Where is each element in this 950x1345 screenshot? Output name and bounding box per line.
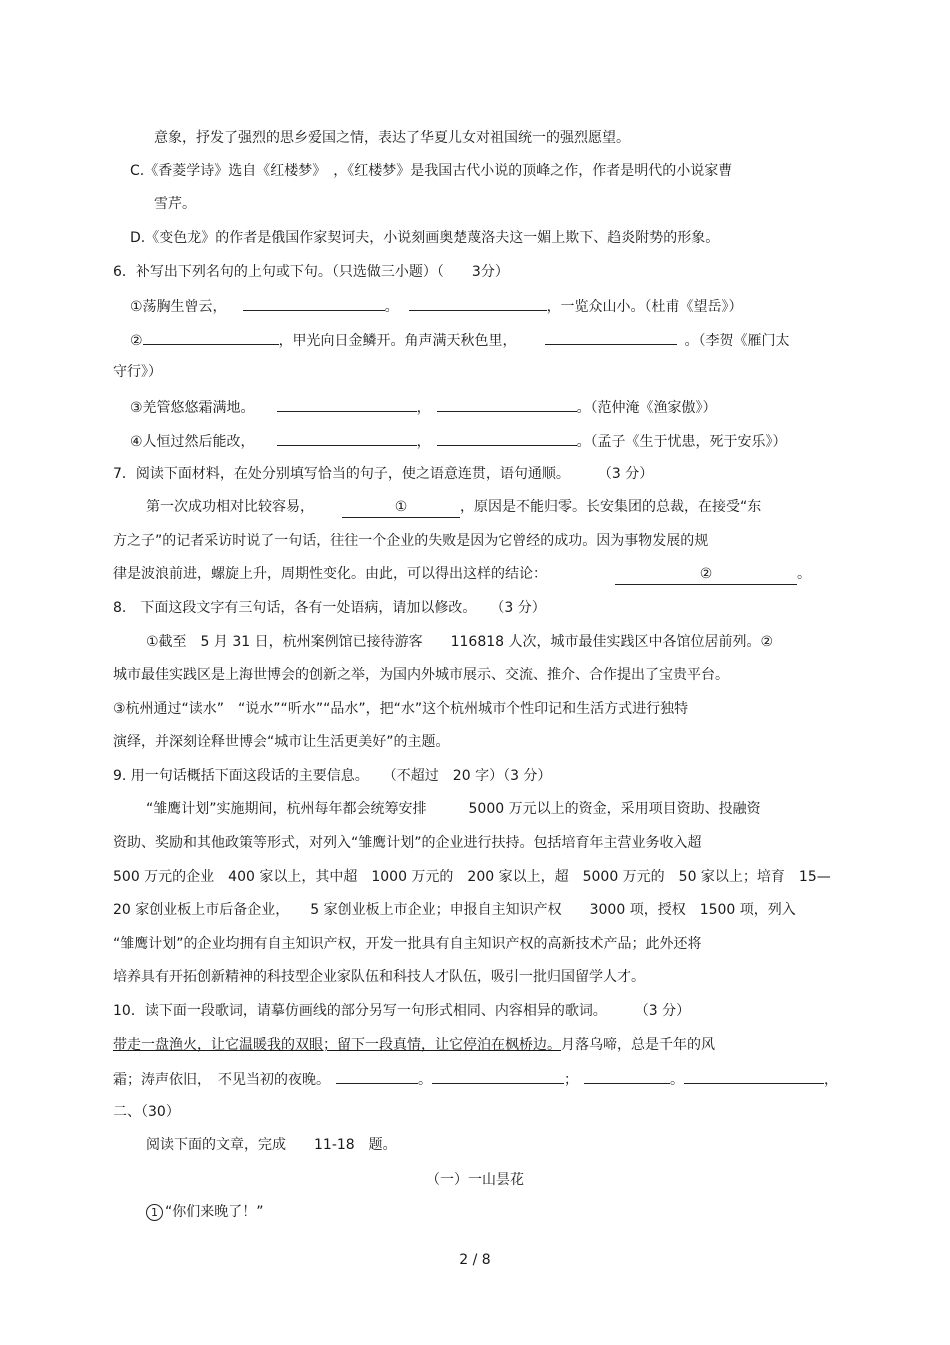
answer-blank-1[interactable]: ① <box>342 497 460 518</box>
part2-heading: 二、（30） <box>113 1104 180 1120</box>
q10-underlined-lyric: 带走一盘渔火，让它温暖我的双眼；留下一段真情，让它停泊在枫桥边。 <box>113 1037 561 1053</box>
q10-period: 。 <box>418 1072 432 1088</box>
answer-blank[interactable] <box>409 295 547 311</box>
q6-item-4-tail: 。（孟子《生于忧患，死于安乐》） <box>576 434 787 450</box>
q9-para-line4: 20 家创业板上市后备企业， 5 家创业板上市企业；申报自主知识产权 3000 项，授权 1500 项，列入 <box>113 902 796 918</box>
q8-para-line1: ①截至 5 月 31 日，杭州案例馆已接待游客 116818 人次，城市最佳实践区中各馆位居前列。② <box>146 634 774 650</box>
q7-text: 。 <box>797 566 811 582</box>
q8-para-line2: 城市最佳实践区是上海世博会的创新之举，为国内外城市展示、交流、推介、合作提出了宝贵平台。 <box>113 667 729 683</box>
passage-first-line <box>146 1202 264 1222</box>
section-title: （一）一山昙花 <box>426 1172 524 1188</box>
q6-item-4-comma: ， <box>416 434 431 450</box>
q10-semicolon: ； <box>564 1072 578 1088</box>
answer-blank[interactable] <box>143 329 279 345</box>
q10-title: 10．读下面一段歌词，请摹仿画线的部分另写一句形式相同、内容相异的歌词。 （3 分） <box>113 1003 691 1019</box>
answer-blank[interactable] <box>243 295 385 311</box>
q5-option-d: D.《变色龙》的作者是俄国作家契诃夫，小说刻画奥楚蔑洛夫这一媚上欺下、趋炎附势的形象。 <box>130 230 720 246</box>
q9-para-line5: “雏鹰计划”的企业均拥有自主知识产权，开发一批具有自主知识产权的高新技术产品；此外还将 <box>113 936 702 952</box>
q6-item-2-text: ，甲光向日金鳞开。角声满天秋色里， <box>278 333 517 349</box>
q5-option-b-continuation: 意象，抒发了强烈的思乡爱国之情，表达了华夏儿女对祖国统一的强烈愿望。 <box>154 130 630 146</box>
part2-intro: 阅读下面的文章，完成 11-18 题。 <box>146 1137 397 1153</box>
q7-para-line2: 方之子”的记者采访时说了一句话，往往一个企业的失败是因为它曾经的成功。因为事物发展的规 <box>113 533 709 549</box>
q6-item-1-tail: ，一览众山小。（杜甫《望岳》） <box>546 299 743 315</box>
q7-title: 7．阅读下面材料，在处分别填写恰当的句子，使之语意连贯，语句通顺。 （3 分） <box>113 466 654 482</box>
q10-lyrics-line1 <box>113 1035 715 1055</box>
page-number: 2 / 8 <box>459 1252 491 1268</box>
answer-blank[interactable] <box>584 1068 670 1084</box>
q6-item-2 <box>130 329 790 351</box>
q5-option-c-line1: C.《香菱学诗》选自《红楼梦》 ，《红楼梦》是我国古代小说的顶峰之作，作者是明代的小说家曹 <box>130 163 733 179</box>
circled-number-icon: 1 <box>146 1204 163 1221</box>
q6-item-1 <box>130 295 743 317</box>
q7-text: ，原因是不能归零。长安集团的总裁，在接受“东 <box>460 499 762 515</box>
answer-blank-2[interactable]: ② <box>615 564 797 585</box>
q7-text: 律是波浪前进，螺旋上升，周期性变化。由此，可以得出这样的结论： <box>113 566 547 582</box>
q8-para-line3: ③杭州通过“读水” “说水”“听水”“品水”，把“水”这个杭州城市个性印记和生活方式进行独特 <box>113 701 689 717</box>
answer-blank[interactable] <box>437 430 577 446</box>
passage-text: “你们来晚了！” <box>165 1204 264 1220</box>
answer-blank[interactable] <box>336 1068 418 1084</box>
q6-item-3-text: ③羌管悠悠霜满地。 <box>130 400 255 416</box>
q10-lyric-text: 月落乌啼，总是千年的风 <box>561 1037 715 1053</box>
q7-para-line3 <box>113 564 811 585</box>
q7-text: 第一次成功相对比较容易， <box>146 499 314 515</box>
q6-item-1-period: 。 <box>384 299 399 315</box>
q8-title: 8. 下面这段文字有三句话，各有一处语病，请加以修改。 （3 分） <box>113 600 546 616</box>
q6-item-4-text: ④人恒过然后能改， <box>130 434 255 450</box>
q8-para-line4: 演绎，并深刻诠释世博会“城市让生活更美好”的主题。 <box>113 734 450 750</box>
q6-item-2-num: ② <box>130 333 143 349</box>
q6-item-1-text: ①荡胸生曾云， <box>130 299 227 315</box>
q6-item-3 <box>130 396 717 418</box>
q10-lyrics-line2 <box>113 1068 838 1090</box>
q10-lyric-text: 霜；涛声依旧， 不见当初的夜晚。 <box>113 1072 330 1088</box>
q6-item-3-tail: 。（范仲淹《渔家傲》） <box>576 400 717 416</box>
q9-para-line3: 500 万元的企业 400 家以上，其中超 1000 万元的 200 家以上，超 5000 万元的 50 家以上；培育 15— <box>113 869 831 885</box>
answer-blank[interactable] <box>437 396 577 412</box>
q9-para-line2: 资助、奖励和其他政策等形式，对列入“雏鹰计划”的企业进行扶持。包括培育年主营业务收入超 <box>113 835 702 851</box>
answer-blank[interactable] <box>684 1068 824 1084</box>
q6-item-3-comma: ， <box>416 400 431 416</box>
answer-blank[interactable] <box>545 329 677 345</box>
answer-blank[interactable] <box>277 430 417 446</box>
q6-item-4 <box>130 430 787 452</box>
q9-para-line1: “雏鹰计划”实施期间，杭州每年都会统筹安排 5000 万元以上的资金，采用项目资助、投融资 <box>146 801 761 817</box>
q9-title: 9. 用一句话概括下面这段话的主要信息。 （不超过 20 字）（3 分） <box>113 768 552 784</box>
q5-option-c-line2: 雪芹。 <box>154 196 196 212</box>
q10-comma: ， <box>824 1072 838 1088</box>
q6-title: 6．补写出下列名句的上句或下句。（只选做三小题）（ 3分） <box>113 264 509 280</box>
answer-blank[interactable] <box>432 1068 564 1084</box>
answer-blank[interactable] <box>277 396 417 412</box>
q7-para-line1 <box>146 497 761 518</box>
q10-period: 。 <box>670 1072 684 1088</box>
q9-para-line6: 培养具有开拓创新精神的科技型企业家队伍和科技人才队伍，吸引一批归国留学人才。 <box>113 969 645 985</box>
q6-item-2-cont: 守行》） <box>113 364 162 380</box>
q6-item-2-tail: 。（李贺《雁门太 <box>684 333 790 349</box>
